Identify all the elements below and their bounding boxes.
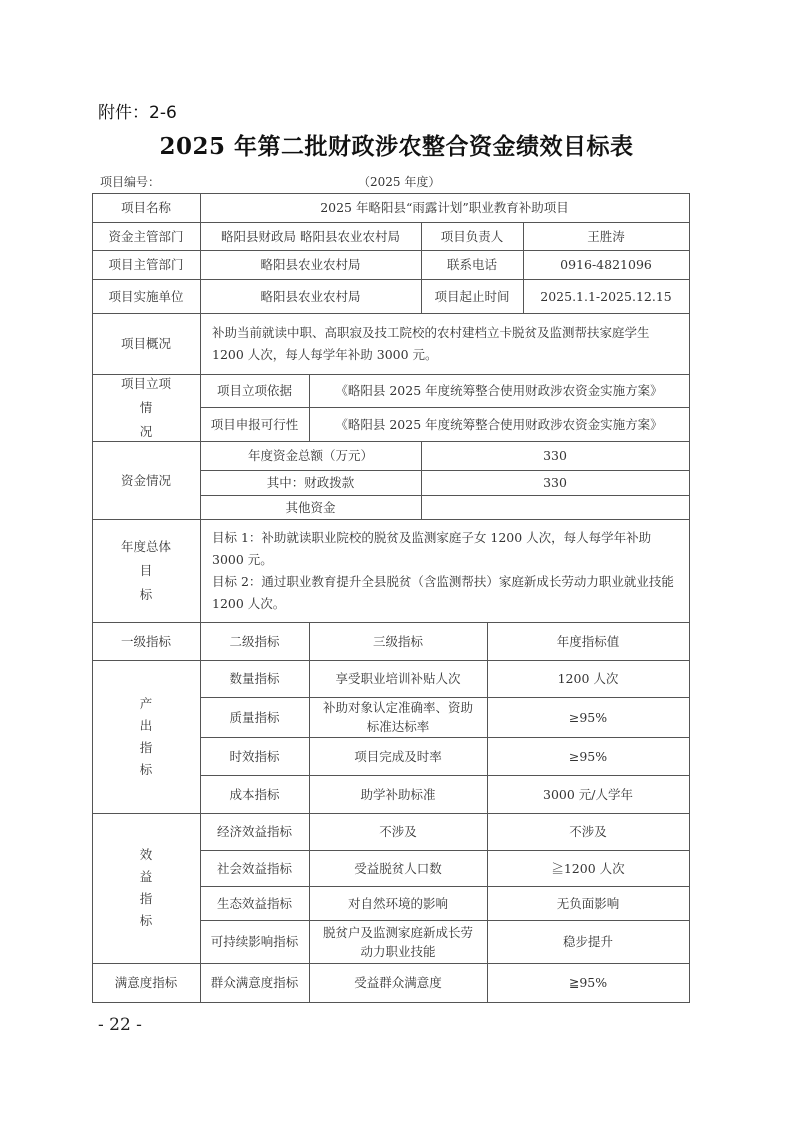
table-row-value: 不涉及 [569, 824, 607, 839]
phone-value: 0916-4821096 [560, 257, 652, 272]
goal-label-line1: 年度总体 [120, 538, 171, 554]
table-row-level2: 时效指标 [229, 748, 280, 764]
table-row-level2: 群众满意度指标 [210, 975, 299, 990]
table-row-level3: 享受职业培训补贴人次 [335, 671, 461, 686]
project-name-value: 2025 年略阳县“雨露计划”职业教育补助项目 [320, 200, 569, 215]
table-row-level3: 项目完成及时率 [354, 748, 442, 764]
table-row-level2: 社会效益指标 [216, 860, 292, 876]
goal-1-text: 目标 1：补助就读职业院校的脱贫及监测家庭子女 1200 人次，每人每学年补助 3000 元。 [212, 529, 652, 567]
fund-dept-label: 资金主管部门 [108, 228, 184, 244]
header-level2: 二级指标 [229, 633, 280, 649]
other-funds-value [421, 495, 689, 519]
table-row-value: ≧95% [568, 975, 608, 990]
table-row-level3: 受益脱贫人口数 [354, 860, 442, 876]
total-funds-value: 330 [543, 448, 567, 463]
benefit-label-char: 益 [139, 869, 153, 884]
table-row-value: ≥95% [568, 748, 608, 764]
table-row-level2: 经济效益指标 [216, 824, 292, 839]
table-line [92, 1002, 690, 1003]
table-row-value: 稳步提升 [562, 934, 613, 949]
project-dept-value: 略阳县农业农村局 [260, 257, 361, 272]
approval-label-line1: 项目立项 [120, 375, 171, 391]
overview-label: 项目概况 [120, 336, 171, 351]
table-row-level3: 受益群众满意度 [354, 975, 442, 990]
table-row-value: ≧1200 人次 [551, 860, 625, 876]
page-number: - 22 - [98, 1015, 142, 1035]
table-row-level2: 生态效益指标 [216, 895, 292, 911]
overview-text: 补助当前就读中职、高职寂及技工院校的农村建档立卡脱贫及监测帮扶家庭学生 1200 人次，每人每学年补助 3000 元。 [212, 324, 650, 362]
other-funds-label: 其他资金 [285, 499, 336, 515]
year-label: （2025 年度） [358, 175, 441, 189]
project-dept-label: 项目主管部门 [108, 257, 184, 272]
funds-label: 资金情况 [120, 472, 171, 488]
goal-2-text: 目标 2：通过职业教育提升全县脱贫（含监测帮扶）家庭新成长劳动力职业就业技能 1200 人次。 [212, 573, 674, 611]
goal-cell [200, 519, 689, 622]
total-funds-label: 年度资金总额（万元） [247, 448, 373, 463]
table-row-level3: 脱贫户及监测家庭新成长劳动力职业技能 [322, 924, 473, 959]
output-label-char: 指 [139, 739, 153, 755]
benefit-label-char: 指 [139, 891, 153, 906]
period-value: 2025.1.1-2025.12.15 [540, 288, 672, 304]
leader-value: 王胜涛 [587, 228, 625, 244]
output-label-char: 产 [139, 695, 153, 711]
period-label: 项目起止时间 [434, 288, 510, 304]
feasibility-label: 项目申报可行性 [210, 416, 299, 432]
attachment-label: 附件：2-6 [98, 103, 177, 123]
table-row-level2: 数量指标 [229, 671, 280, 686]
goal-label-line2: 目标 [139, 562, 177, 602]
project-number-label: 项目编号： [100, 175, 161, 189]
impl-unit-label: 项目实施单位 [108, 288, 184, 304]
benefit-label-char: 标 [139, 913, 153, 928]
phone-label: 联系电话 [446, 257, 497, 272]
basis-value: 《略阳县 2025 年度统筹整合使用财政涉农资金实施方案》 [335, 383, 663, 398]
output-label-char: 出 [139, 717, 153, 733]
fiscal-funds-value: 330 [543, 475, 567, 490]
fund-dept-value: 略阳县财政局 略阳县农业农村局 [221, 228, 400, 244]
project-name-label: 项目名称 [120, 200, 171, 215]
goal-label [92, 519, 200, 622]
output-indicator-label [92, 660, 200, 813]
table-row-level2: 成本指标 [229, 786, 280, 802]
benefit-indicator-label [92, 813, 200, 963]
table-row-level2: 可持续影响指标 [210, 934, 299, 949]
table-row-value: 无负面影响 [556, 895, 620, 911]
table-row-value: 3000 元/人学年 [543, 786, 633, 802]
basis-label: 项目立项依据 [216, 383, 292, 398]
leader-label: 项目负责人 [440, 228, 504, 244]
table-row-value: ≥95% [568, 709, 608, 725]
impl-unit-value: 略阳县农业农村局 [260, 288, 361, 304]
table-line [689, 193, 690, 1002]
header-value: 年度指标值 [556, 633, 620, 649]
table-row-level3: 不涉及 [379, 824, 417, 839]
benefit-label-char: 效 [139, 847, 153, 862]
satisfaction-indicator-label: 满意度指标 [114, 975, 178, 990]
feasibility-value: 《略阳县 2025 年度统筹整合使用财政涉农资金实施方案》 [335, 416, 663, 432]
approval-label [92, 374, 200, 441]
fiscal-funds-label: 其中：财政拨款 [266, 475, 355, 490]
table-row-level3: 助学补助标准 [360, 786, 436, 802]
header-level1: 一级指标 [120, 633, 171, 649]
output-label-char: 标 [139, 761, 153, 777]
table-row-value: 1200 人次 [557, 671, 619, 686]
table-row-level3: 对自然环境的影响 [347, 895, 448, 911]
header-level3: 三级指标 [372, 633, 423, 649]
table-row-level2: 质量指标 [229, 709, 280, 725]
table-row-level3: 补助对象认定准确率、资助标准达标率 [322, 700, 473, 734]
approval-label-line2: 情况 [139, 399, 177, 439]
document-title: 2025 年第二批财政涉农整合资金绩效目标表 [159, 133, 634, 160]
overview-cell [200, 313, 689, 374]
